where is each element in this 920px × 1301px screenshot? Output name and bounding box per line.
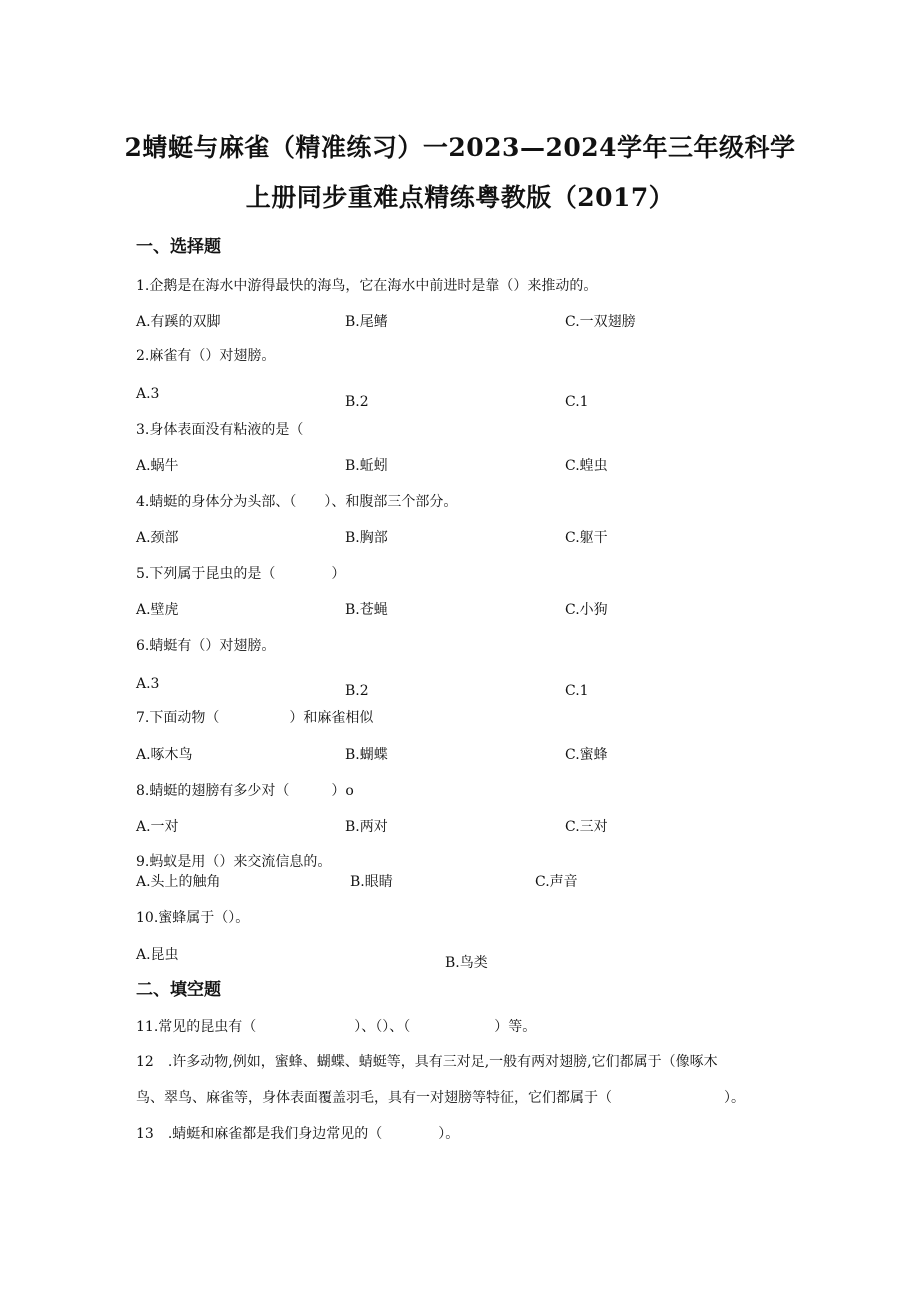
- q8-option-a: A.一对: [136, 819, 179, 835]
- q6-option-c: C.1: [565, 683, 589, 699]
- q9-option-a: A.头上的触角: [136, 874, 221, 890]
- q2-option-c: C.1: [565, 394, 589, 410]
- q1-option-b: B.尾鳍: [345, 314, 388, 330]
- section-heading-fill: 二、填空题: [136, 980, 221, 1000]
- q7-option-b: B.蝴蝶: [345, 747, 388, 763]
- q9-option-c: C.声音: [535, 874, 578, 890]
- question-8: 8.蜻蜓的翅膀有多少对（ ）o: [136, 783, 354, 799]
- q6-option-b: B.2: [345, 683, 369, 699]
- q4-option-a: A.颈部: [136, 530, 179, 546]
- document-title-line-1: 2蜻蜓与麻雀（精准练习）一2023—2024学年三年级科学: [124, 133, 796, 162]
- q2-option-b: B.2: [345, 394, 369, 410]
- q8-option-b: B.两对: [345, 819, 388, 835]
- q3-option-a: A.蜗牛: [136, 458, 179, 474]
- q4-option-c: C.躯干: [565, 530, 608, 546]
- q3-option-c: C.蝗虫: [565, 458, 608, 474]
- q6-option-a: A.3: [136, 676, 160, 692]
- q10-option-a: A.昆虫: [136, 947, 179, 963]
- question-2: 2.麻雀有（）对翅膀。: [136, 348, 276, 364]
- q3-option-b: B.蚯蚓: [345, 458, 388, 474]
- q5-option-c: C.小狗: [565, 602, 608, 618]
- q5-option-b: B.苍蝇: [345, 602, 388, 618]
- question-3: 3.身体表面没有粘液的是（: [136, 422, 304, 438]
- q2-option-a: A.3: [136, 386, 160, 402]
- question-11: 11.常见的昆虫有（ ）、（）、（ ）等。: [136, 1019, 537, 1035]
- question-5: 5.下列属于昆虫的是（ ）: [136, 566, 346, 582]
- question-7: 7.下面动物（ ）和麻雀相似: [136, 710, 374, 726]
- q8-option-c: C.三对: [565, 819, 608, 835]
- q7-option-c: C.蜜蜂: [565, 747, 608, 763]
- question-10: 10.蜜蜂属于（）。: [136, 910, 250, 926]
- question-9: 9.蚂蚁是用（）来交流信息的。: [136, 854, 332, 870]
- question-13: 13 .蜻蜓和麻雀都是我们身边常见的（ ）。: [136, 1126, 460, 1142]
- q4-option-b: B.胸部: [345, 530, 388, 546]
- q7-option-a: A.啄木鸟: [136, 747, 193, 763]
- document-title-line-2: 上册同步重难点精练粤教版（2017）: [245, 183, 675, 212]
- q10-option-b: B.鸟类: [445, 955, 488, 971]
- question-6: 6.蜻蜓有（）对翅膀。: [136, 638, 276, 654]
- q1-option-a: A.有蹊的双脚: [136, 314, 221, 330]
- question-12-line-1: 12 .许多动物,例如，蜜蜂、蝴蝶、蜻蜓等，具有三对足,一般有两对翅膀,它们都属于（像啄木: [136, 1054, 718, 1070]
- question-1: 1.企鹅是在海水中游得最快的海鸟，它在海水中前进时是靠（）来推动的。: [136, 278, 598, 294]
- q5-option-a: A.壁虎: [136, 602, 179, 618]
- question-4: 4.蜻蜓的身体分为头部、（ ）、和腹部三个部分。: [136, 494, 458, 510]
- q1-option-c: C.一双翅膀: [565, 314, 636, 330]
- question-12-line-2: 鸟、翠鸟、麻雀等，身体表面覆盖羽毛，具有一对翅膀等特征，它们都属于（ ）。: [136, 1090, 745, 1106]
- q9-option-b: B.眼睛: [350, 874, 393, 890]
- section-heading-choice: 一、选择题: [136, 237, 221, 257]
